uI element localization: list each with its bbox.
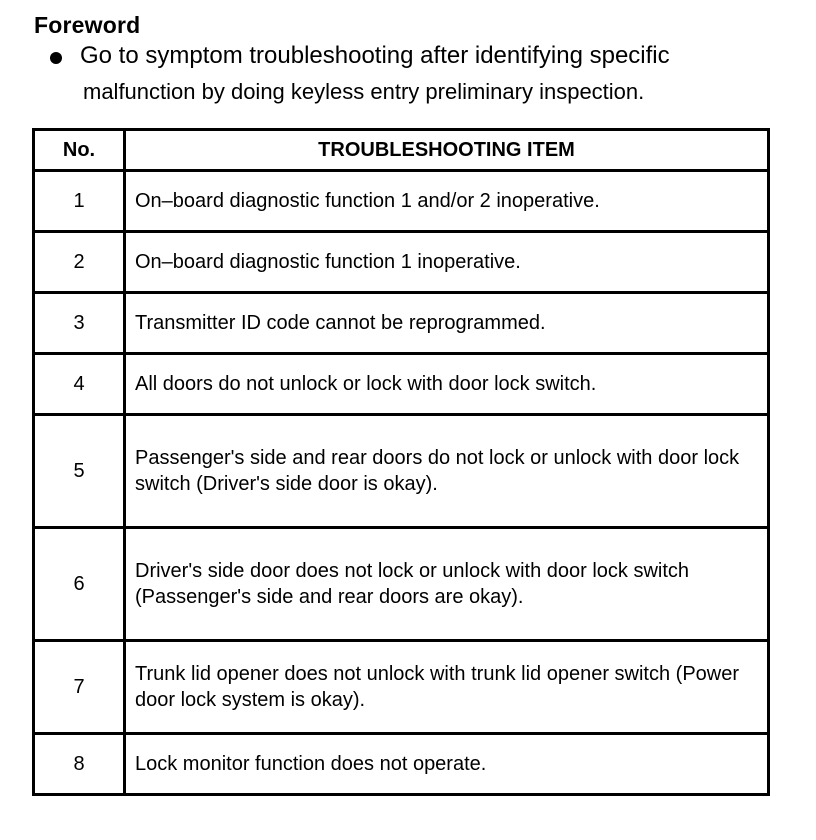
table-row — [34, 293, 769, 354]
troubleshooting-table — [32, 128, 770, 796]
troubleshooting-item: All doors do not unlock or lock with door lock switch. — [125, 354, 769, 415]
troubleshooting-table-container — [32, 128, 770, 796]
troubleshooting-item: On–board diagnostic function 1 inoperative. — [125, 232, 769, 293]
row-number: 5 — [34, 415, 125, 528]
table-row — [34, 171, 769, 232]
troubleshooting-item: Driver's side door does not lock or unlock with door lock switch (Passenger's side and rear doors are okay). — [125, 528, 769, 641]
row-number: 2 — [34, 232, 125, 293]
foreword-heading: Foreword — [34, 12, 141, 38]
row-number: 8 — [34, 734, 125, 795]
row-number: 1 — [34, 171, 125, 232]
row-number: 7 — [34, 641, 125, 734]
bullet-text-line-1: Go to symptom troubleshooting after identifying specific — [80, 42, 670, 69]
column-header-no: No. — [34, 130, 125, 171]
table-row — [34, 734, 769, 795]
troubleshooting-item: Transmitter ID code cannot be reprogrammed. — [125, 293, 769, 354]
troubleshooting-item: Passenger's side and rear doors do not lock or unlock with door lock switch (Driver's side door is okay). — [125, 415, 769, 528]
row-number: 6 — [34, 528, 125, 641]
table-row — [34, 528, 769, 641]
row-number: 4 — [34, 354, 125, 415]
troubleshooting-item: On–board diagnostic function 1 and/or 2 inoperative. — [125, 171, 769, 232]
table-row — [34, 641, 769, 734]
bullet-text-line-2: malfunction by doing keyless entry preliminary inspection. — [83, 79, 645, 104]
table-header-row — [34, 130, 769, 171]
row-number: 3 — [34, 293, 125, 354]
troubleshooting-item: Trunk lid opener does not unlock with trunk lid opener switch (Power door lock system is okay). — [125, 641, 769, 734]
table-row — [34, 232, 769, 293]
table-row — [34, 354, 769, 415]
troubleshooting-item: Lock monitor function does not operate. — [125, 734, 769, 795]
column-header-troubleshooting-item: TROUBLESHOOTING ITEM — [125, 130, 769, 171]
table-row — [34, 415, 769, 528]
bullet-dot-icon — [50, 52, 62, 64]
